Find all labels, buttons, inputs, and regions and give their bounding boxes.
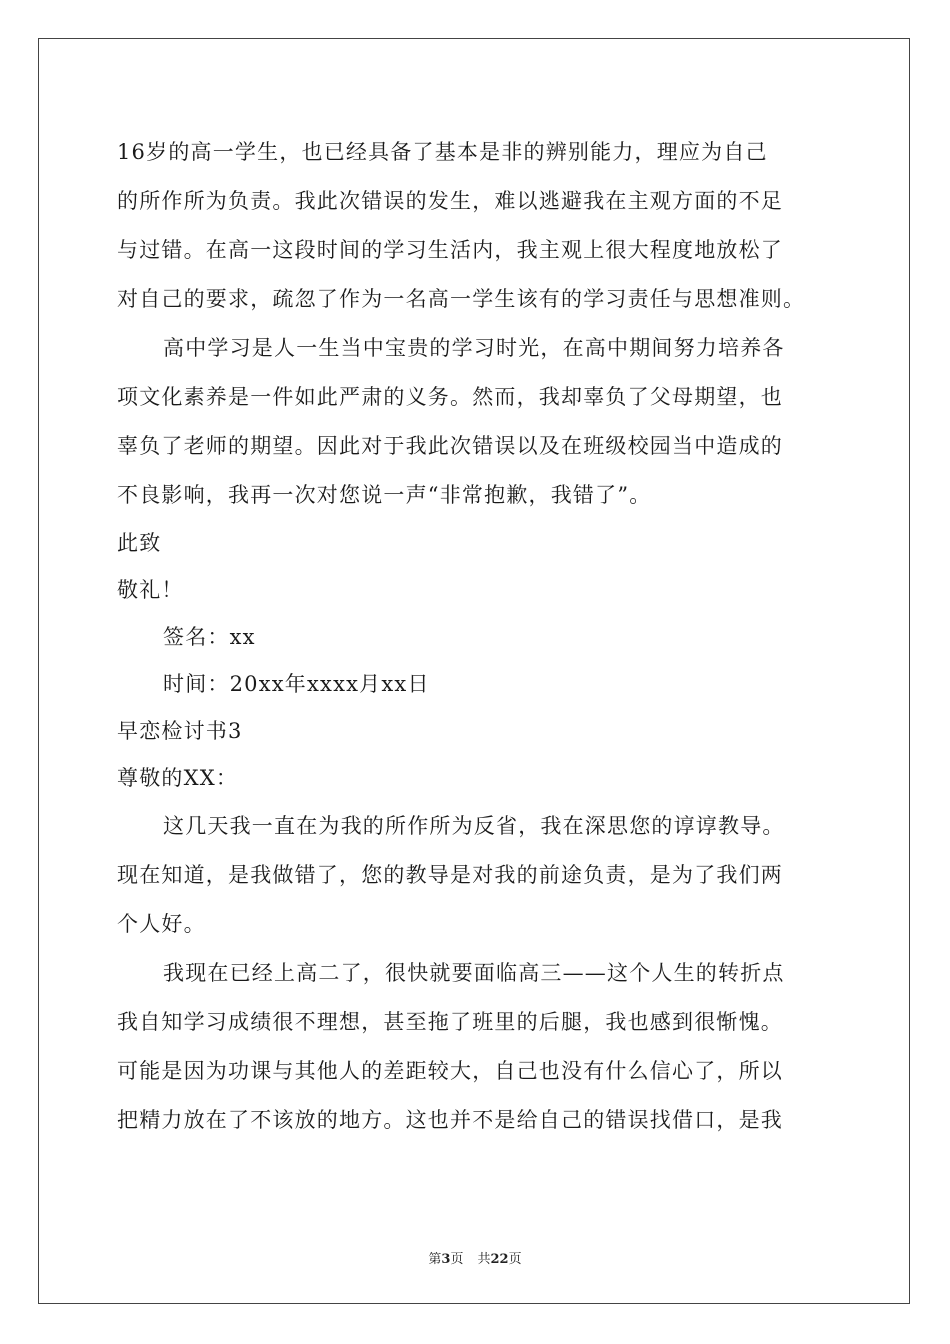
body-line: 的所作所为负责。我此次错误的发生，难以逃避我在主观方面的不足 [117,189,783,213]
body-line: 现在知道，是我做错了，您的教导是对我的前途负责，是为了我们两 [117,863,783,887]
closing-salutation: 此致 [117,531,162,555]
signature-line: 签名：xx [163,625,256,649]
body-line: 可能是因为功课与其他人的差距较大，自己也没有什么信心了，所以 [117,1059,783,1083]
total-pages: 22 [490,1252,509,1267]
body-line: 我现在已经上高二了，很快就要面临高三——这个人生的转折点 [163,961,785,985]
date-line: 时间：20xx年xxxx月xx日 [163,672,430,696]
body-line: 对自己的要求，疏忽了作为一名高一学生该有的学习责任与思想准则。 [117,287,806,311]
total-label-suffix: 页 [508,1252,522,1267]
closing-regards: 敬礼！ [117,578,184,602]
body-line: 与过错。在高一这段时间的学习生活内，我主观上很大程度地放松了 [117,238,783,262]
page-footer [0,1248,950,1267]
body-line: 这几天我一直在为我的所作所为反省，我在深思您的谆谆教导。 [163,814,785,838]
total-label-prefix: 共 [477,1252,491,1267]
body-line: 我自知学习成绩很不理想，甚至拖了班里的后腿，我也感到很惭愧。 [117,1010,783,1034]
document-body [117,128,837,1145]
page-label-prefix: 第 [428,1252,442,1267]
page-number: 3 [441,1252,451,1267]
body-line: 辜负了老师的期望。因此对于我此次错误以及在班级校园当中造成的 [117,434,783,458]
body-line: 个人好。 [117,912,206,936]
page-label-suffix: 页 [450,1252,464,1267]
body-line: 项文化素养是一件如此严肃的义务。然而，我却辜负了父母期望，也 [117,385,783,409]
body-line: 高中学习是人一生当中宝贵的学习时光，在高中期间努力培养各 [163,336,785,360]
body-line: 16岁的高一学生，也已经具备了基本是非的辨别能力，理应为自己 [117,140,768,164]
body-line: 把精力放在了不该放的地方。这也并不是给自己的错误找借口，是我 [117,1108,783,1132]
section-title: 早恋检讨书3 [117,719,243,743]
greeting-line: 尊敬的XX： [117,766,239,790]
body-line: 不良影响，我再一次对您说一声“非常抱歉，我错了”。 [117,483,652,507]
